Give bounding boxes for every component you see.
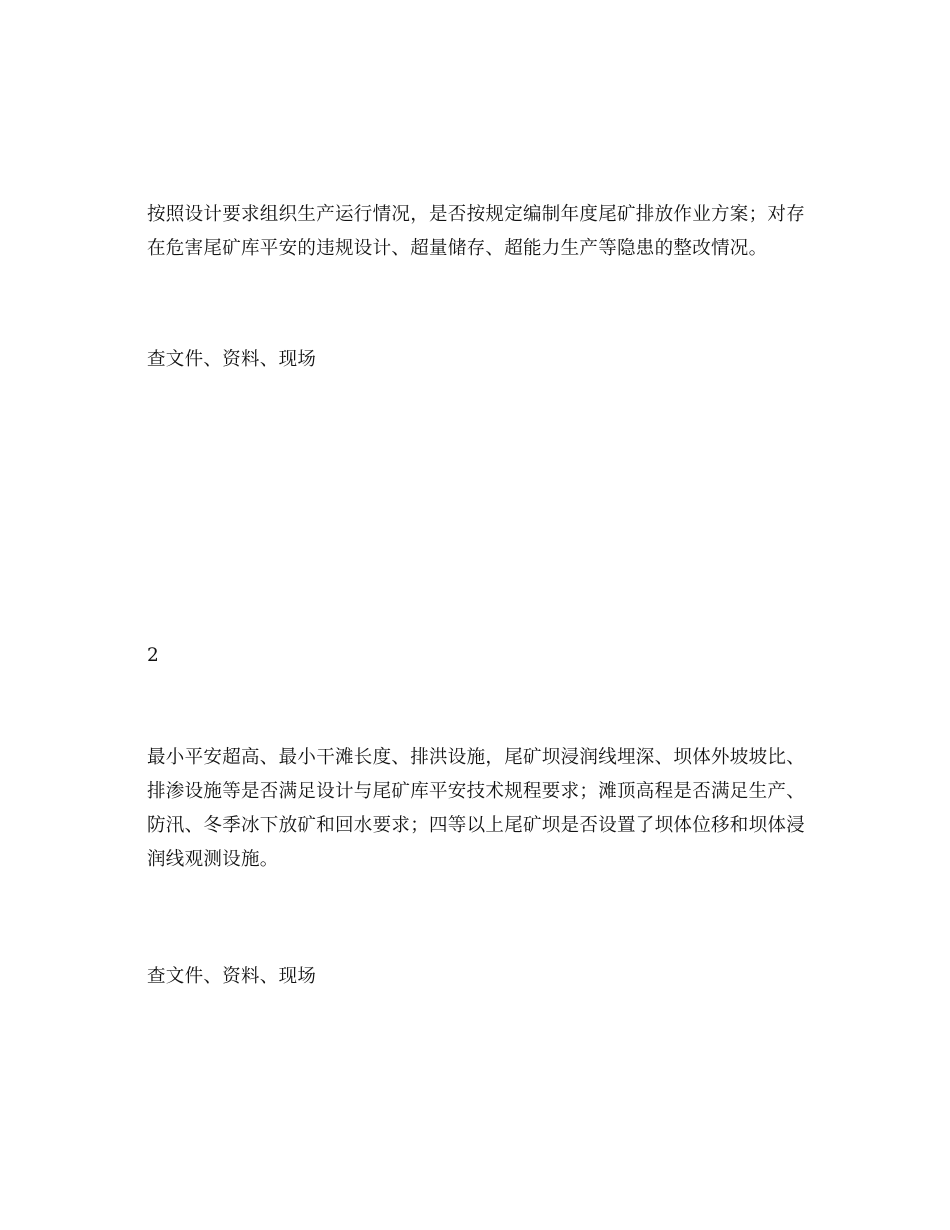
inspection-method-2: 查文件、资料、现场: [147, 966, 317, 987]
requirement-paragraph-1: 按照设计要求组织生产运行情况，是否按规定编制年度尾矿排放作业方案；对存在危害尾矿库平安的违规设计、超量储存、超能力生产等隐患的整改情况。: [147, 204, 806, 259]
inspection-method-1: 查文件、资料、现场: [147, 349, 317, 370]
item-number: 2: [147, 645, 160, 666]
requirement-paragraph-2: 最小平安超高、最小干滩长度、排洪设施，尾矿坝浸润线埋深、坝体外坡坡比、排渗设施等是否满足设计与尾矿库平安技术规程要求；滩顶高程是否满足生产、防汛、冬季冰下放矿和回水要求；四等以上尾矿坝是否设置了坝体位移和坝体浸润线观测设施。: [147, 747, 806, 870]
